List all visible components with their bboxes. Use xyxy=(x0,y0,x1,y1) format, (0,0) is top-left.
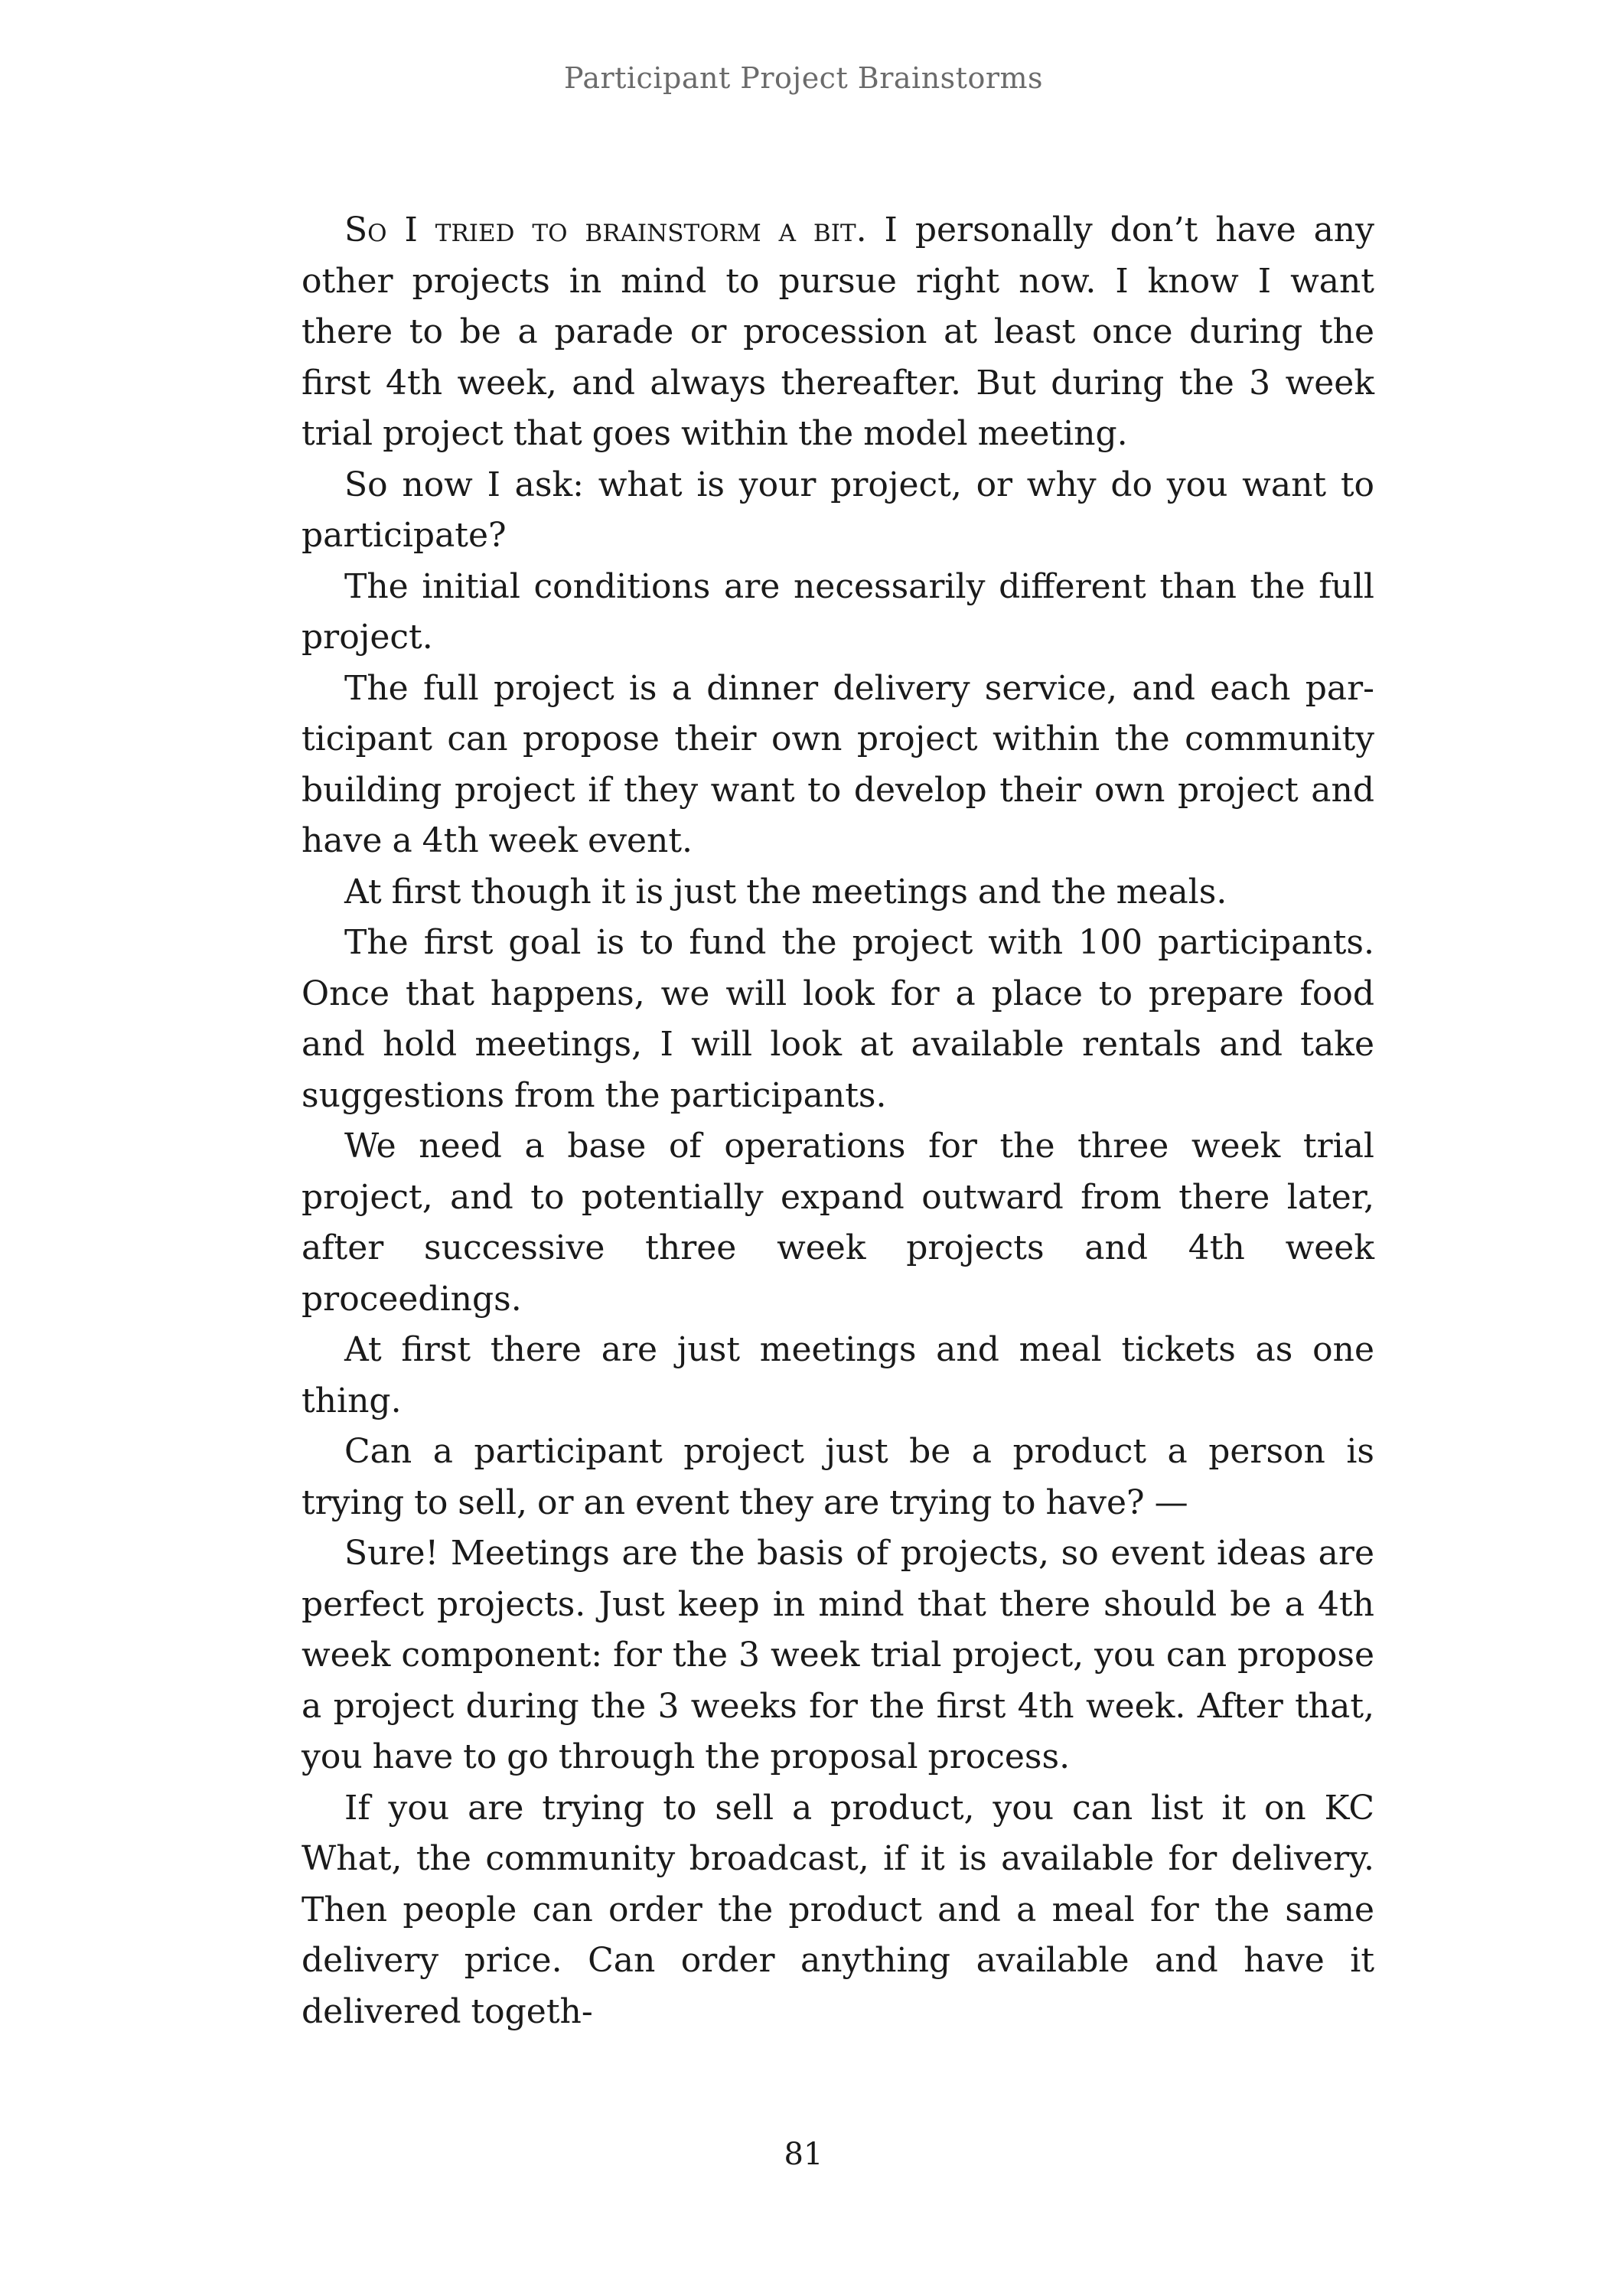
opening-smallcaps: So I tried to brainstorm a bit. xyxy=(344,210,867,249)
paragraph-11: If you are trying to sell a product, you can list it on KC What, the community broadcast, if it is available for delivery. Then people can order the product and a meal for the same delivery price. Can order anything available and have it delivered togeth- xyxy=(302,1788,1374,2031)
paragraph-4: The full project is a dinner delivery service, and each participant can propose their own project within the community building project if they want to develop their own project and have a 4th week event. xyxy=(302,668,1374,860)
paragraph-1 xyxy=(302,205,1374,460)
paragraph-7: We need a base of operations for the three week trial project, and to potentially expand outward from there later, after successive three week projects and 4th week proceedings. xyxy=(302,1127,1374,1319)
paragraph-10: Sure! Meetings are the basis of projects, so event ideas are perfect projects. Just keep in mind that there should be a 4th week component: for the 3 week trial project, you can propose a project during the 3 weeks for the first 4th week. After that, you have to go through the proposal process. xyxy=(302,1534,1374,1776)
running-header: Participant Project Brainstorms xyxy=(563,61,1044,95)
page-number: 81 xyxy=(784,2137,823,2172)
body-text xyxy=(302,205,1374,2037)
paragraph-9: Can a participant project just be a product a person is trying to sell, or an event they are trying to have? — xyxy=(302,1432,1374,1522)
paragraph-2: So now I ask: what is your project, or why do you want to participate? xyxy=(302,465,1374,555)
paragraph-8: At first there are just meetings and meal tickets as one thing. xyxy=(302,1330,1374,1420)
paragraph-5: At first though it is just the meetings and the meals. xyxy=(344,872,1227,912)
paragraph-3: The initial conditions are necessarily different than the full project. xyxy=(302,566,1374,657)
paragraph-6: The first goal is to fund the project with 100 participants. Once that happens, we will look for a place to prepare food and hold meetings, I will look at available rentals and take suggestions from the participants. xyxy=(302,923,1374,1115)
paragraph-1-text: I personally don’t have any other projects in mind to pursue right now. I know I want there to be a parade or procession at least once during the first 4th week, and always thereafter. But during the 3 week trial project that goes within the model meeting. xyxy=(302,210,1375,453)
